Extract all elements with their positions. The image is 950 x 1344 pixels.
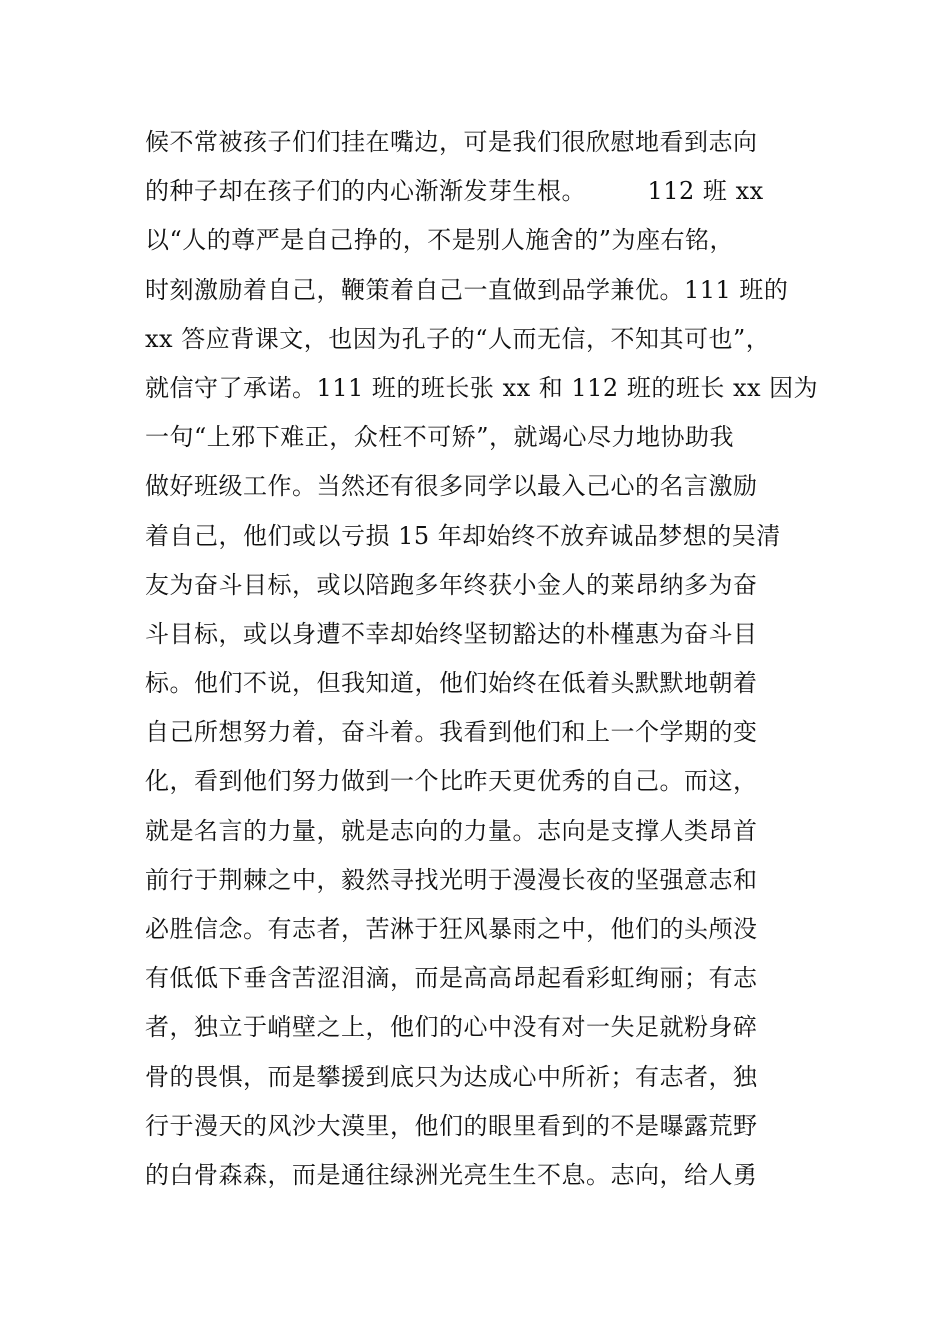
- text-line: 着自己，他们或以亏损 15 年却始终不放弃诚品梦想的吴清: [145, 521, 781, 550]
- text-line: 标。他们不说，但我知道，他们始终在低着头默默地朝着: [145, 669, 758, 698]
- text-line: 以“人的尊严是自己挣的，不是别人施舍的”为座右铭，: [145, 226, 735, 255]
- text-line: 斗目标，或以身遭不幸却始终坚韧豁达的朴槿惠为奋斗目: [145, 619, 758, 648]
- body-text: [145, 118, 825, 1200]
- text-line: 前行于荆棘之中，毅然寻找光明于漫漫长夜的坚强意志和: [145, 865, 758, 894]
- text-line: 做好班级工作。当然还有很多同学以最入己心的名言激励: [145, 472, 758, 501]
- text-line: 者，独立于峭壁之上，他们的心中没有对一失足就粉身碎: [145, 1013, 758, 1042]
- text-line: 化，看到他们努力做到一个比昨天更优秀的自己。而这，: [145, 767, 758, 796]
- text-line: 骨的畏惧，而是攀援到底只为达成心中所祈；有志者，独: [145, 1062, 758, 1091]
- text-line: 必胜信念。有志者，苦淋于狂风暴雨之中，他们的头颅没: [145, 915, 758, 943]
- text-line: 自己所想努力着，奋斗着。我看到他们和上一个学期的变: [145, 718, 758, 747]
- text-line: 友为奋斗目标，或以陪跑多年终获小金人的莱昂纳多为奋: [145, 570, 758, 599]
- text-line: xx 答应背课文，也因为孔子的“人而无信，不知其可也”，: [145, 324, 771, 353]
- text-line: 的白骨森森，而是通往绿洲光亮生生不息。志向，给人勇: [145, 1160, 758, 1189]
- text-line: 一句“上邪下难正，众枉不可矫”，就竭心尽力地协助我: [145, 423, 735, 452]
- text-line: 就信守了承诺。111 班的班长张 xx 和 112 班的班长 xx 因为: [145, 373, 819, 402]
- text-line: 候不常被孩子们们挂在嘴边，可是我们很欣慰地看到志向: [145, 128, 758, 156]
- text-line: 的种子却在孩子们的内心渐渐发芽生根。 112 班 xx: [145, 177, 764, 206]
- text-line: 行于漫天的风沙大漠里，他们的眼里看到的不是曝露荒野: [145, 1111, 758, 1140]
- text-line: 时刻激励着自己，鞭策着自己一直做到品学兼优。111 班的: [145, 275, 789, 304]
- text-line: 就是名言的力量，就是志向的力量。志向是支撑人类昂首: [145, 816, 758, 845]
- text-line: 有低低下垂含苦涩泪滴，而是高高昂起看彩虹绚丽；有志: [145, 964, 758, 993]
